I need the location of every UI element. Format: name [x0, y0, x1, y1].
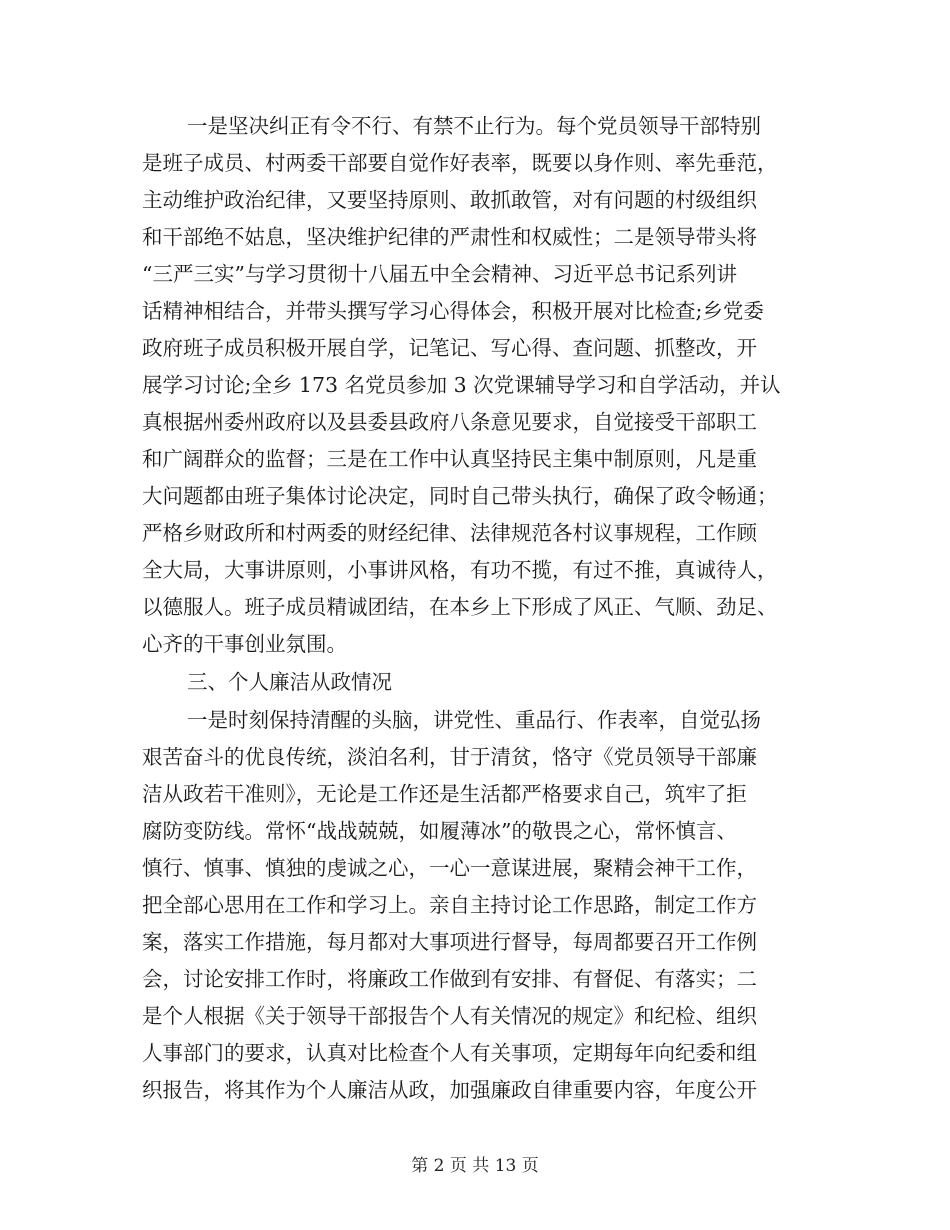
text-line [0, 143, 950, 183]
line-text: 是班子成员、村两委干部要自觉作好表率，既要以身作则、率先垂范， [142, 151, 778, 175]
line-text: 慎行、慎事、慎独的虔诚之心，一心一意谋进展，聚精会神干工作， [142, 856, 757, 880]
section-heading: 三、个人廉洁从政情况 [187, 670, 392, 694]
text-line [0, 922, 950, 962]
text-line [0, 737, 950, 777]
page-number: 第 2 页 共 13 页 [411, 1156, 539, 1176]
line-text: 艰苦奋斗的优良传统，淡泊名利，甘于清贫，恪守《党员领导干部廉 [142, 745, 757, 769]
line-text: 展学习讨论;全乡 173 名党员参加 3 次党课辅导学习和自学活动，并认 [142, 373, 781, 397]
text-line [0, 1070, 950, 1110]
line-text: 政府班子成员积极开展自学，记笔记、写心得、查问题、抓整改，开 [142, 336, 757, 360]
line-text: 一是时刻保持清醒的头脑，讲党性、重品行、作表率，自觉弘扬 [187, 708, 761, 732]
text-line [0, 106, 950, 146]
line-text: 大问题都由班子集体讨论决定，同时自己带头执行，确保了政令畅通； [142, 484, 778, 508]
text-line [0, 1033, 950, 1073]
text-line [0, 180, 950, 220]
line-text: 织报告，将其作为个人廉洁从政，加强廉政自律重要内容，年度公开 [142, 1078, 757, 1102]
line-text: 人事部门的要求，认真对比检查个人有关事项，定期每年向纪委和组 [142, 1041, 757, 1065]
text-line [0, 439, 950, 479]
line-text: 心齐的干事创业氛围。 [142, 632, 347, 656]
text-line [0, 254, 950, 294]
text-line [0, 848, 950, 888]
text-line [0, 811, 950, 851]
line-text: 话精神相结合，并带头撰写学习心得体会，积极开展对比检查;乡党委 [142, 299, 764, 323]
text-line [0, 217, 950, 257]
line-text: 是个人根据《关于领导干部报告个人有关情况的规定》和纪检、组织 [142, 1004, 757, 1028]
line-text: 严格乡财政所和村两委的财经纪律、法律规范各村议事规程，工作顾 [142, 521, 757, 545]
line-text: 真根据州委州政府以及县委县政府八条意见要求，自觉接受干部职工 [142, 410, 757, 434]
text-line [0, 996, 950, 1036]
line-text: 以德服人。班子成员精诚团结，在本乡上下形成了风正、气顺、劲足、 [142, 595, 778, 619]
text-line [0, 624, 950, 664]
text-line [0, 550, 950, 590]
line-text: 主动维护政治纪律，又要坚持原则、敢抓敢管，对有问题的村级组织 [142, 188, 757, 212]
text-line [0, 513, 950, 553]
line-text: 洁从政若干准则》，无论是工作还是生活都严格要求自己，筑牢了拒 [142, 782, 747, 806]
text-line [0, 885, 950, 925]
text-line [0, 402, 950, 442]
text-line [0, 291, 950, 331]
text-line [0, 328, 950, 368]
line-text: 腐防变防线。常怀“战战兢兢，如履薄冰”的敬畏之心，常怀慎言、 [142, 819, 737, 843]
line-text: 案，落实工作措施，每月都对大事项进行督导，每周都要召开工作例 [142, 930, 757, 954]
line-text: 全大局，大事讲原则，小事讲风格，有功不揽，有过不推，真诚待人， [142, 558, 778, 582]
line-text: 和广阔群众的监督；三是在工作中认真坚持民主集中制原则，凡是重 [142, 447, 757, 471]
line-text: 会，讨论安排工作时，将廉政工作做到有安排、有督促、有落实；二 [142, 967, 757, 991]
text-line [0, 365, 950, 405]
line-text: 和干部绝不姑息，坚决维护纪律的严肃性和权威性；二是领导带头将 [142, 225, 757, 249]
text-line [0, 959, 950, 999]
line-text: 一是坚决纠正有令不行、有禁不止行为。每个党员领导干部特别 [187, 114, 761, 138]
section-heading-line [0, 662, 950, 702]
line-text: “三严三实”与学习贯彻十八届五中全会精神、习近平总书记系列讲 [142, 262, 737, 286]
text-line [0, 700, 950, 740]
text-line [0, 774, 950, 814]
page-footer [0, 1154, 950, 1178]
line-text: 把全部心思用在工作和学习上。亲自主持讨论工作思路，制定工作方 [142, 893, 757, 917]
text-line [0, 587, 950, 627]
text-line [0, 476, 950, 516]
